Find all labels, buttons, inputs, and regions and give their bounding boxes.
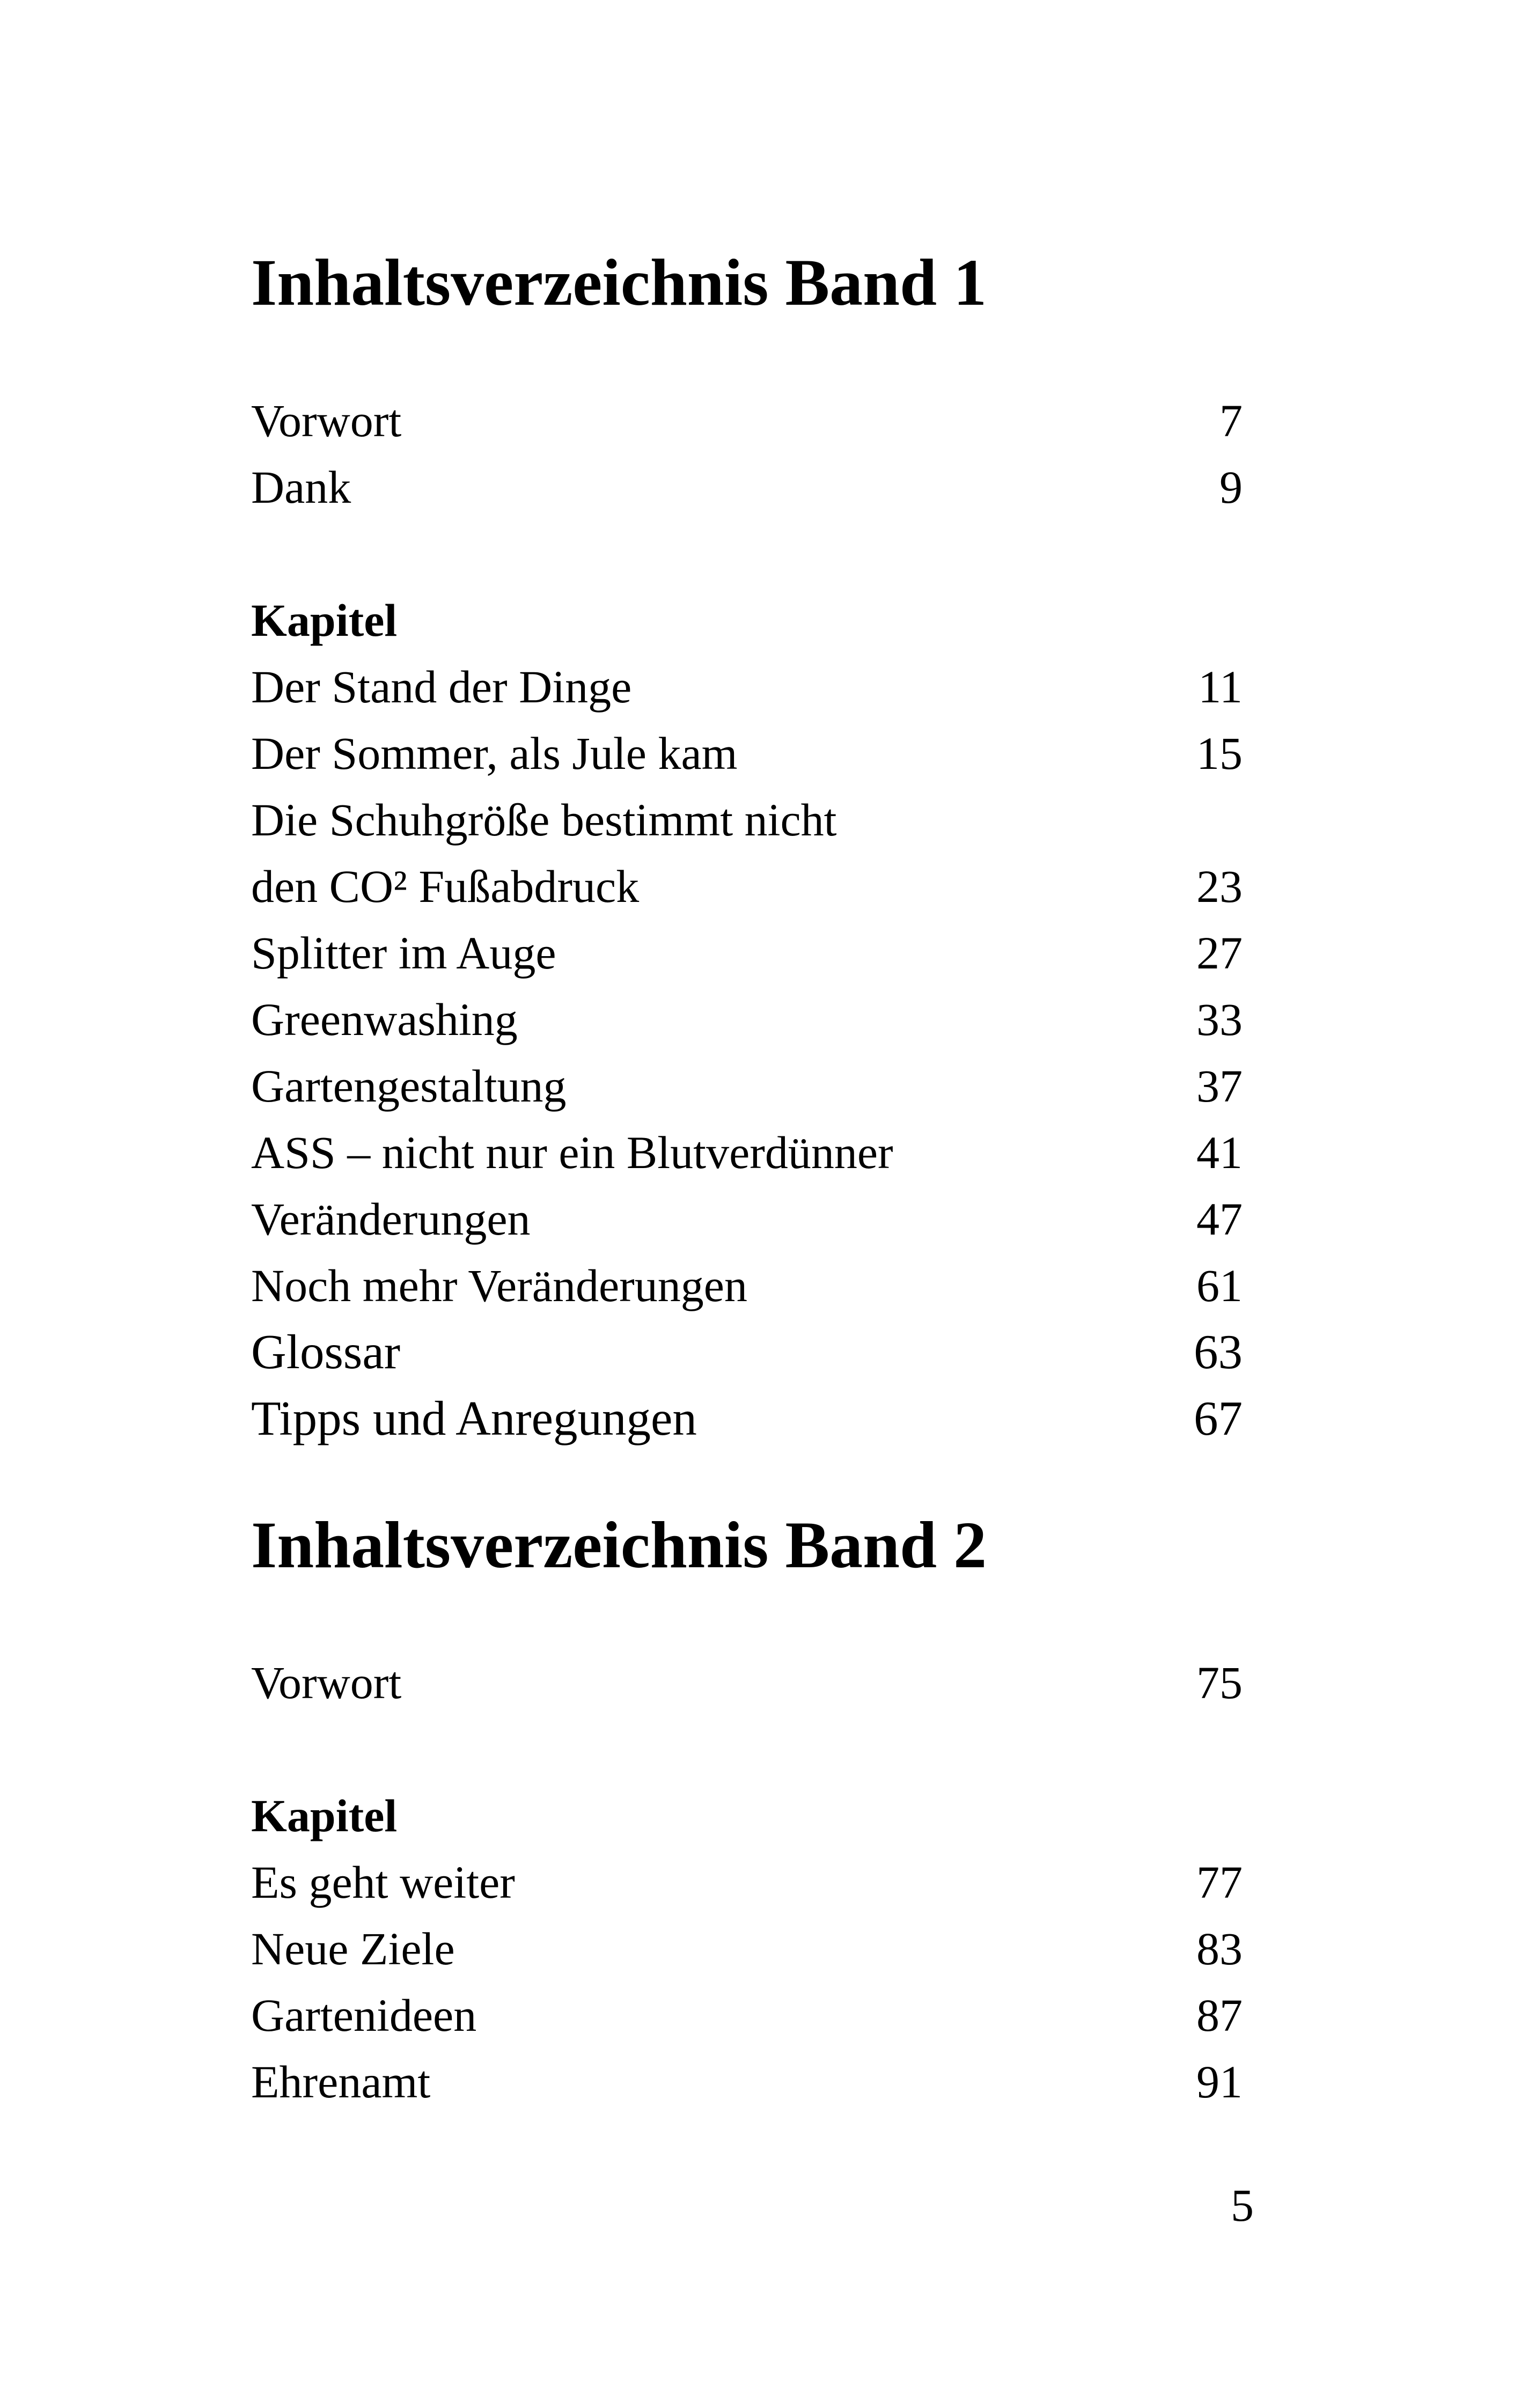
toc-entry-title: Neue Ziele (251, 1923, 455, 1974)
toc-entry-title: Der Stand der Dinge (251, 661, 632, 713)
toc-entry-title: Tipps und Anregungen (251, 1391, 697, 1445)
toc-entry (251, 920, 1243, 986)
toc-entry-title: Vorwort (251, 1657, 402, 1708)
toc-entry-page: 41 (1196, 1127, 1243, 1178)
toc-entry-title: Noch mehr Veränderungen (251, 1260, 747, 1311)
toc-entry (251, 1053, 1243, 1119)
toc-entry (251, 1982, 1243, 2049)
toc-entry-title: ASS – nicht nur ein Blutverdünner (251, 1127, 893, 1178)
toc-entry (251, 1385, 1243, 1452)
toc-entry (251, 654, 1243, 720)
toc-entry-page: 63 (1194, 1325, 1243, 1379)
toc-entry-page: 75 (1196, 1657, 1243, 1708)
toc-entry-page: 11 (1198, 661, 1243, 713)
band2-heading: Inhaltsverzeichnis Band 2 (251, 1508, 987, 1582)
toc-entry (251, 853, 1243, 920)
toc-entry-title: Splitter im Auge (251, 927, 556, 979)
toc-entry (251, 1649, 1243, 1716)
toc-entry (251, 454, 1243, 520)
toc-entry-title: den CO² Fußabdruck (251, 861, 640, 912)
toc-entry-page: 7 (1219, 395, 1243, 446)
toc-entry-title: Ehrenamt (251, 2056, 431, 2108)
toc-entry-title: Gartengestaltung (251, 1060, 567, 1112)
toc-entry-title: Dank (251, 461, 351, 513)
toc-entry (251, 1119, 1243, 1186)
toc-entry (251, 787, 1243, 853)
toc-entry-page: 15 (1196, 728, 1243, 779)
toc-entry-title: Vorwort (251, 395, 402, 446)
toc-entry-title: Glossar (251, 1325, 401, 1379)
toc-entry-page: 77 (1196, 1856, 1243, 1908)
toc-entry-page: 87 (1196, 1989, 1243, 2041)
toc-entry-page: 67 (1194, 1391, 1243, 1445)
toc-entry-page: 23 (1196, 861, 1243, 912)
band2-kapitel-label: Kapitel (251, 1790, 398, 1841)
toc-entry-title: Die Schuhgröße bestimmt nicht (251, 794, 837, 846)
toc-entry (251, 1186, 1243, 1252)
toc-entry (251, 720, 1243, 787)
toc-entry (251, 2049, 1243, 2115)
toc-entry-page: 33 (1196, 994, 1243, 1045)
toc-entry-page: 83 (1196, 1923, 1243, 1974)
toc-entry-page: 27 (1196, 927, 1243, 979)
toc-entry (251, 1319, 1243, 1385)
toc-entry-title: Veränderungen (251, 1193, 531, 1245)
toc-entry-page: 37 (1196, 1060, 1243, 1112)
band1-heading: Inhaltsverzeichnis Band 1 (251, 246, 987, 319)
toc-entry-title: Greenwashing (251, 994, 518, 1045)
toc-entry-title: Der Sommer, als Jule kam (251, 728, 738, 779)
toc-entry-page: 9 (1219, 461, 1243, 513)
toc-entry (251, 387, 1243, 454)
band1-kapitel-label: Kapitel (251, 594, 398, 646)
toc-entry (251, 1849, 1243, 1915)
toc-entry-page: 47 (1196, 1193, 1243, 1245)
page-number: 5 (1231, 2179, 1254, 2231)
toc-entry (251, 1915, 1243, 1982)
toc-entry-title: Es geht weiter (251, 1856, 515, 1908)
toc-entry (251, 986, 1243, 1053)
toc-entry (251, 1252, 1243, 1319)
toc-entry-page: 91 (1196, 2056, 1243, 2108)
toc-entry-page: 61 (1196, 1260, 1243, 1311)
toc-entry-title: Gartenideen (251, 1989, 477, 2041)
